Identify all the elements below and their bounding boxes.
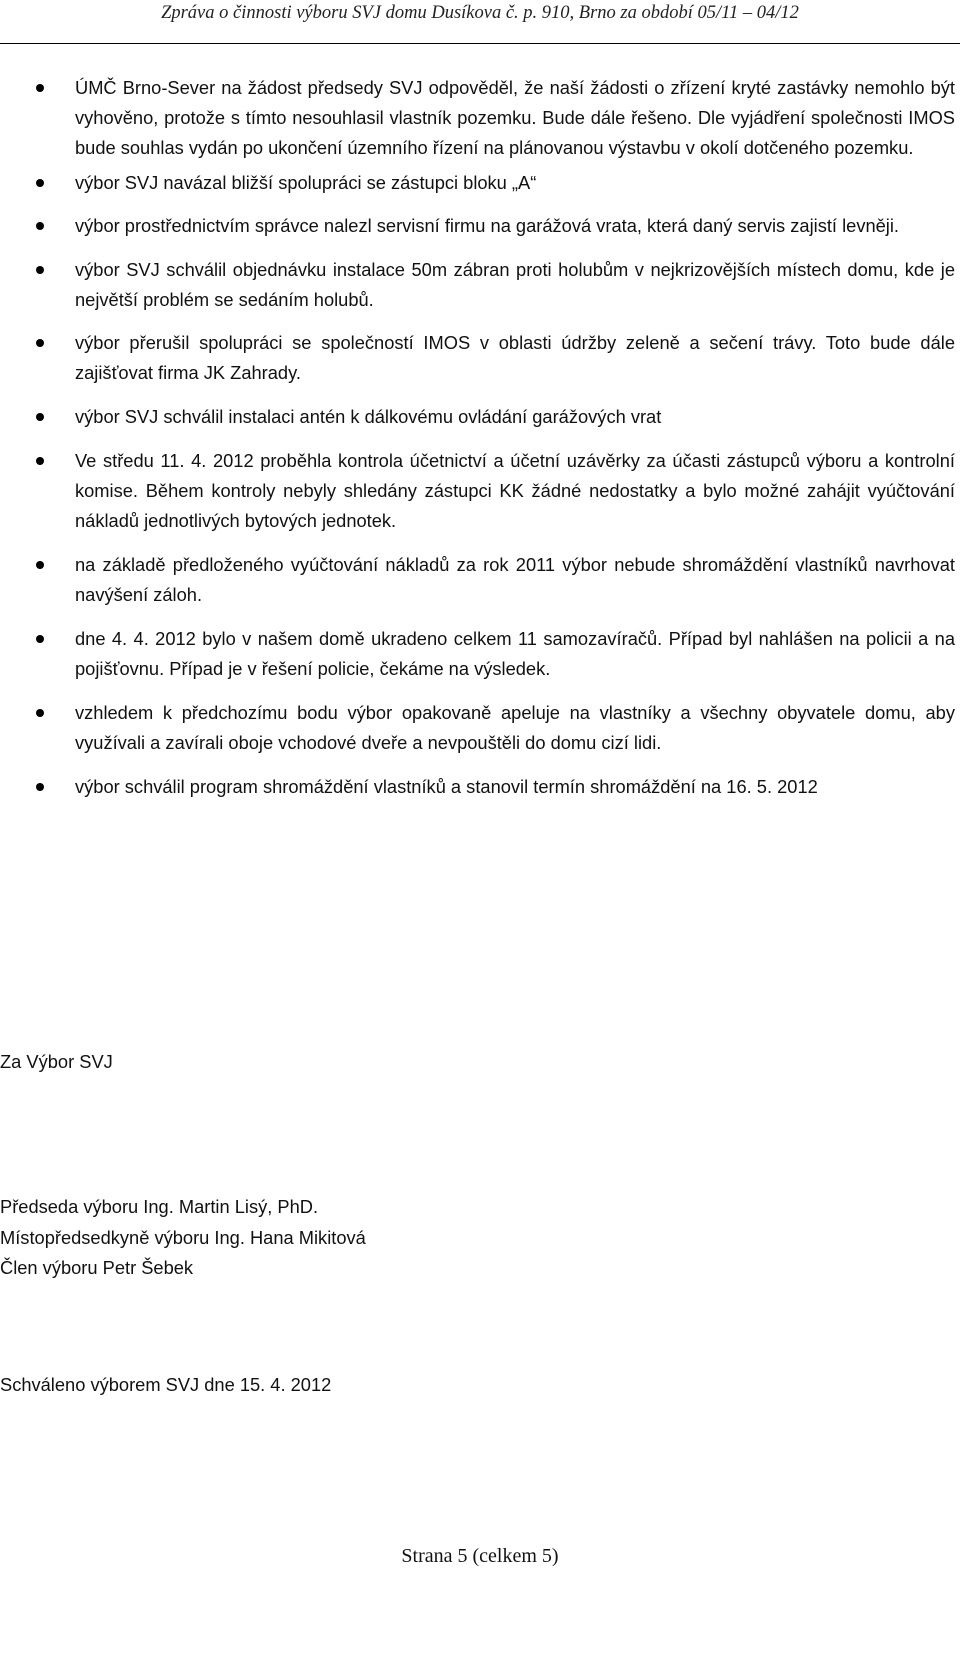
list-item-text: výbor prostřednictvím správce nalezl servisní firmu na garážová vrata, která daný servis zajistí levněji. [75,215,899,236]
list-item-text: výbor přerušil spolupráci se společností IMOS v oblasti údržby zeleně a sečení trávy. Toto bude dále zajišťovat firma JK Zahrady. [75,332,955,383]
list-item-text: na základě předloženého vyúčtování nákladů za rok 2011 výbor nebude shromáždění vlastníků navrhovat navýšení záloh. [75,554,955,605]
header-title: Zpráva o činnosti výboru SVJ domu Dusíkova č. p. 910, Brno za období 05/11 – 04/12 [161,3,799,23]
bullet-icon [36,709,44,717]
bullet-icon [36,179,44,187]
list-item [0,624,955,684]
bullet-icon [36,84,44,92]
list-item [0,73,955,163]
page-header [0,0,960,44]
list-item [0,698,955,758]
list-item-text: výbor SVJ schválil instalaci antén k dálkovému ovládání garážových vrat [75,406,662,427]
signature-heading: Za Výbor SVJ [0,1051,113,1072]
bullet-icon [36,635,44,643]
list-item [0,328,955,388]
list-item-text: vzhledem k předchozímu bodu výbor opakovaně apeluje na vlastníky a všechny obyvatele domu, aby využívali a zavírali oboje vchodové dveře a nevpouštěli do domu cizí lidi. [75,702,955,753]
bullet-icon [36,222,44,230]
bullet-icon [36,783,44,791]
list-item [0,168,955,198]
signature-line: Místopředsedkyně výboru Ing. Hana Mikitová [0,1227,366,1248]
bullet-icon [36,413,44,421]
bullet-icon [36,457,44,465]
list-item-text: dne 4. 4. 2012 bylo v našem domě ukradeno celkem 11 samozavíračů. Případ byl nahlášen na policii a na pojišťovnu. Případ je v řešení policie, čekáme na výsledek. [75,628,955,679]
list-item-text: ÚMČ Brno-Sever na žádost předsedy SVJ odpověděl, že naší žádosti o zřízení kryté zastávky nemohlo být vyhověno, protože s tímto nesouhlasil vlastník pozemku. Bude dále řešeno. Dle vyjádření společnosti IMOS bude souhlas vydán po ukončení územního řízení na plánovanou výstavbu v okolí dotčeného pozemku. [75,77,955,158]
list-item-text: výbor schválil program shromáždění vlastníků a stanovil termín shromáždění na 16. 5. 2012 [75,776,818,797]
bullet-list [0,73,960,802]
list-item [0,446,955,536]
list-item-text: Ve středu 11. 4. 2012 proběhla kontrola účetnictví a účetní uzávěrky za účasti zástupců výboru a kontrolní komise. Během kontroly nebyly shledány zástupci KK žádné nedostatky a bylo možné zahájit vyúčtování nákladů jednotlivých bytových jednotek. [75,450,955,531]
bullet-icon [36,266,44,274]
list-item [0,211,955,241]
signature-line: Člen výboru Petr Šebek [0,1257,194,1278]
signature-line: Předseda výboru Ing. Martin Lisý, PhD. [0,1196,319,1217]
list-item [0,255,955,315]
list-item-text: výbor SVJ schválil objednávku instalace 50m zábran proti holubům v nejkrizovějších místech domu, kde je největší problém se sedáním holubů. [75,259,955,310]
approval-note: Schváleno výborem SVJ dne 15. 4. 2012 [0,1374,332,1395]
list-item [0,550,955,610]
list-item-text: výbor SVJ navázal bližší spolupráci se zástupci bloku „A“ [75,172,537,193]
bullet-icon [36,339,44,347]
list-item [0,772,955,802]
list-item [0,402,955,432]
page-number: Strana 5 (celkem 5) [401,1545,559,1567]
bullet-icon [36,561,44,569]
